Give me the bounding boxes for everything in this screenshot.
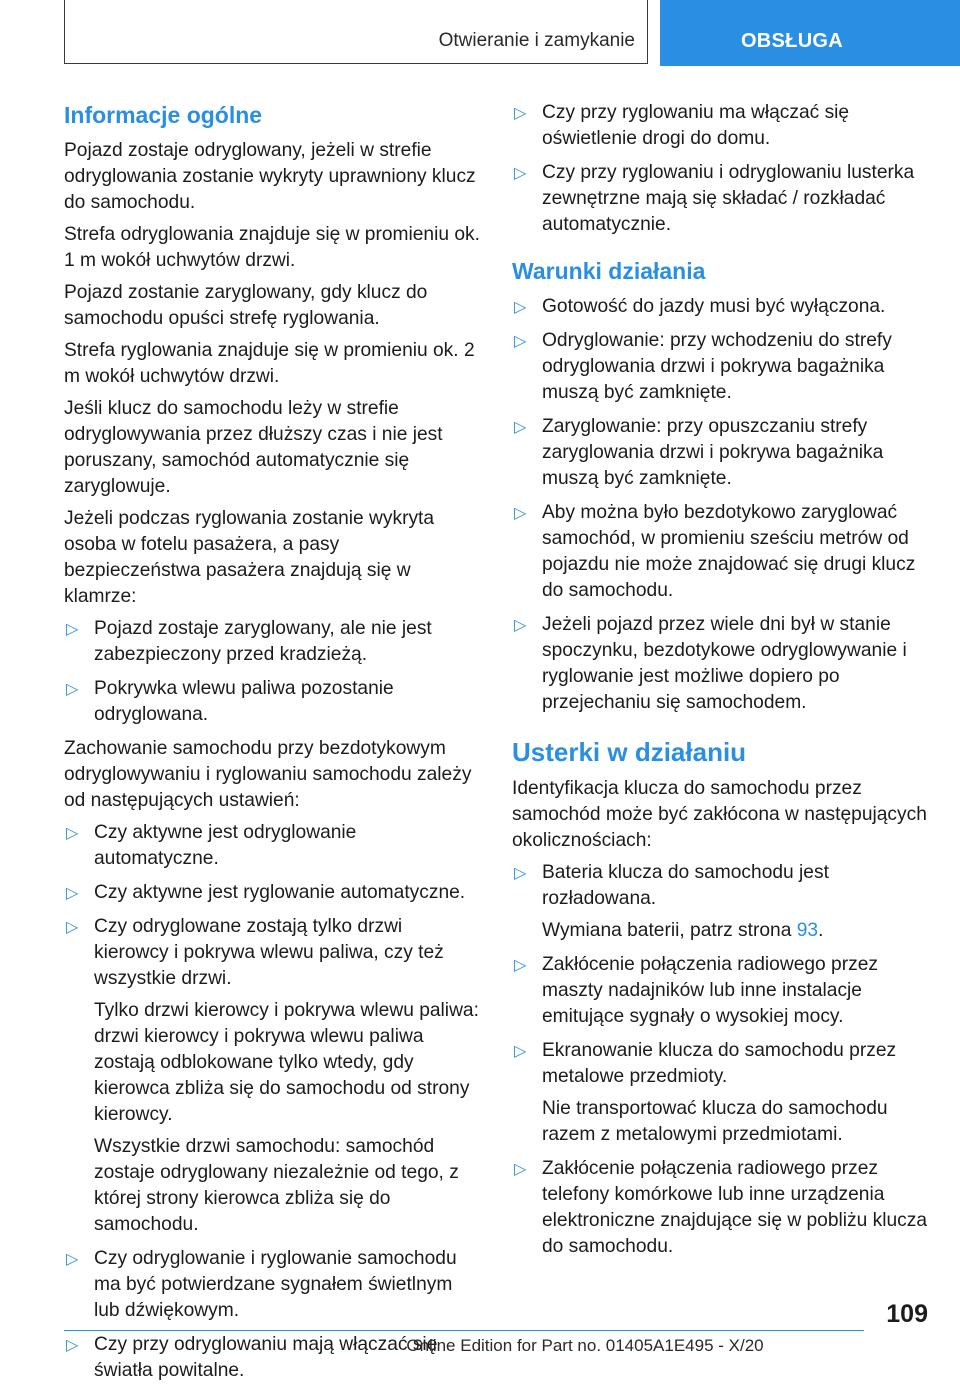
footer-edition: Online Edition for Part no. 01405A1E495 - X/20 — [406, 1336, 764, 1355]
triangle-bullet-icon: ▷ — [514, 865, 527, 882]
page-link[interactable]: 93 — [796, 920, 819, 941]
triangle-bullet-icon: ▷ — [514, 617, 527, 634]
list-item: ▷ Jeżeli pojazd przez wiele dni był w stanie spoczynku, bezdotykowe odryglowywanie i ryglowanie jest możliwe dopiero po przejechaniu się samochodem. — [514, 614, 907, 713]
triangle-bullet-icon: ▷ — [514, 957, 527, 974]
chapter-tab-label: OBSŁUGA — [740, 30, 844, 52]
list-item: ▷ Zakłócenie połączenia radiowego przez maszty nadajników lub inne instalacje emitujące sygnały o wysokiej mocy. — [514, 954, 878, 1027]
triangle-bullet-icon: ▷ — [514, 505, 527, 522]
triangle-bullet-icon: ▷ — [514, 419, 527, 436]
triangle-bullet-icon: ▷ — [66, 825, 79, 842]
paragraph: Strefa ryglowania znajduje się w promieniu ok. 2 m wokół uchwytów drzwi. — [64, 340, 475, 387]
triangle-bullet-icon: ▷ — [66, 919, 79, 936]
list-subparagraph: Wszystkie drzwi samochodu: samochód zostaje odryglowany niezależnie od tego, z której strony kierowca zbliża się do samochodu. — [94, 1136, 459, 1235]
list-item: ▷ Zaryglowanie: przy opuszczaniu strefy zaryglowania drzwi i pokrywa bagażnika muszą być zamknięte. — [514, 416, 884, 489]
list-item: ▷ Czy odryglowane zostają tylko drzwi kierowcy i pokrywa wlewu paliwa, czy też wszystkie drzwi. Tylko drzwi kierowcy i pokrywa wlewu paliwa: drzwi kierowcy i pokrywa wlewu paliwa zostają odblokowane tylko wtedy, gdy kierowca zbliża się do samochodu od strony kierowcy. Wszystkie drzwi samochodu: samochód zostaje odryglowany niezależnie od tego, z której strony kierowca zbliża się do samochodu. — [64, 914, 480, 1238]
triangle-bullet-icon: ▷ — [514, 299, 527, 316]
paragraph: Strefa odryglowania znajduje się w promieniu ok. 1 m wokół uchwytów drzwi. — [64, 224, 480, 271]
triangle-bullet-icon: ▷ — [66, 885, 79, 902]
right-column — [512, 100, 928, 1268]
triangle-bullet-icon: ▷ — [514, 1043, 527, 1060]
list-item: ▷ Pojazd zostaje zaryglowany, ale nie jest zabezpieczony przed kradzieżą. — [66, 618, 432, 665]
list-subparagraph: Nie transportować klucza do samochodu razem z metalowymi przedmiotami. — [542, 1098, 888, 1145]
page-number: 109 — [886, 1300, 928, 1328]
list-item: ▷ Pokrywka wlewu paliwa pozostanie odryglowana. — [66, 678, 394, 725]
heading-operating-conditions: Warunki działania — [512, 258, 706, 284]
list-item: ▷ Ekranowanie klucza do samochodu przez metalowe przedmioty. Nie transportować klucza do samochodu razem z metalowymi przedmiotami. — [512, 1038, 928, 1148]
list-item: ▷ Bateria klucza do samochodu jest rozładowana. Wymiana baterii, patrz strona 93. — [512, 860, 928, 944]
triangle-bullet-icon: ▷ — [514, 105, 527, 122]
paragraph: Pojazd zostaje odryglowany, jeżeli w strefie odryglowania zostanie wykryty uprawniony klucz do samochodu. — [64, 140, 476, 213]
heading-malfunctions: Usterki w działaniu — [512, 737, 747, 767]
triangle-bullet-icon: ▷ — [66, 1251, 79, 1268]
triangle-bullet-icon: ▷ — [514, 333, 527, 350]
list-item: ▷ Czy przy odryglowaniu mają włączać się światła powitalne. — [66, 1334, 438, 1381]
list-item: ▷ Zakłócenie połączenia radiowego przez telefony komórkowe lub inne urządzenia elektroniczne znajdujące się w pobliżu klucza do samochodu. — [514, 1158, 928, 1257]
paragraph: Jeżeli podczas ryglowania zostanie wykryta osoba w fotelu pasażera, a pasy bezpieczeństwa pasażera znajdują się w klamrze: — [64, 508, 435, 607]
bullet-list — [512, 294, 928, 716]
list-item: ▷ Czy aktywne jest ryglowanie automatyczne. — [64, 880, 480, 906]
triangle-bullet-icon: ▷ — [514, 1161, 527, 1178]
bullet-list — [64, 820, 480, 1384]
list-item: ▷ Aby można było bezdotykowo zaryglować samochód, w promieniu sześciu metrów od pojazdu nie może znajdować się drugi klucz do samochodu. — [514, 502, 916, 601]
chapter-tab[interactable] — [660, 0, 960, 66]
bullet-list — [512, 860, 928, 1260]
triangle-bullet-icon: ▷ — [66, 621, 79, 638]
header-section-box — [64, 0, 648, 64]
section-title: Otwieranie i zamykanie — [438, 30, 635, 51]
list-subparagraph: Tylko drzwi kierowcy i pokrywa wlewu paliwa: drzwi kierowcy i pokrywa wlewu paliwa zostają odblokowane tylko wtedy, gdy kierowca zbliża się do samochodu od strony kierowcy. — [94, 1000, 479, 1125]
paragraph: Identyfikacja klucza do samochodu przez samochód może być zakłócona w następujących okolicznościach: — [512, 778, 927, 851]
list-item: ▷ Czy odryglowanie i ryglowanie samochodu ma być potwierdzane sygnałem świetlnym lub dźwiękowym. — [66, 1248, 457, 1321]
triangle-bullet-icon: ▷ — [66, 681, 79, 698]
list-item: ▷ Czy przy ryglowaniu i odryglowaniu lusterka zewnętrzne mają się składać / rozkładać automatycznie. — [514, 162, 915, 235]
list-item: ▷ Odryglowanie: przy wchodzeniu do strefy odryglowania drzwi i pokrywa bagażnika muszą być zamknięte. — [514, 330, 892, 403]
triangle-bullet-icon: ▷ — [66, 1337, 79, 1354]
paragraph: Jeśli klucz do samochodu leży w strefie odryglowywania przez dłuższy czas i nie jest poruszany, samochód automatycznie się zaryglowuje. — [64, 398, 443, 497]
bullet-list — [512, 100, 928, 238]
list-item: ▷ Czy przy ryglowaniu ma włączać się oświetlenie drogi do domu. — [514, 102, 850, 149]
paragraph: Zachowanie samochodu przy bezdotykowym odryglowywaniu i ryglowaniu samochodu zależy od następujących ustawień: — [64, 738, 472, 811]
paragraph: Pojazd zostanie zaryglowany, gdy klucz do samochodu opuści strefę ryglowania. — [64, 282, 428, 329]
heading-general-info: Informacje ogólne — [64, 102, 263, 128]
list-item: ▷ Gotowość do jazdy musi być wyłączona. — [512, 294, 928, 320]
list-item: ▷ Czy aktywne jest odryglowanie automatyczne. — [66, 822, 357, 869]
triangle-bullet-icon: ▷ — [514, 165, 527, 182]
list-subparagraph: Wymiana baterii, patrz strona 93. — [542, 920, 824, 941]
left-column — [64, 100, 480, 1392]
footer-divider — [64, 1330, 864, 1331]
bullet-list — [64, 616, 480, 728]
